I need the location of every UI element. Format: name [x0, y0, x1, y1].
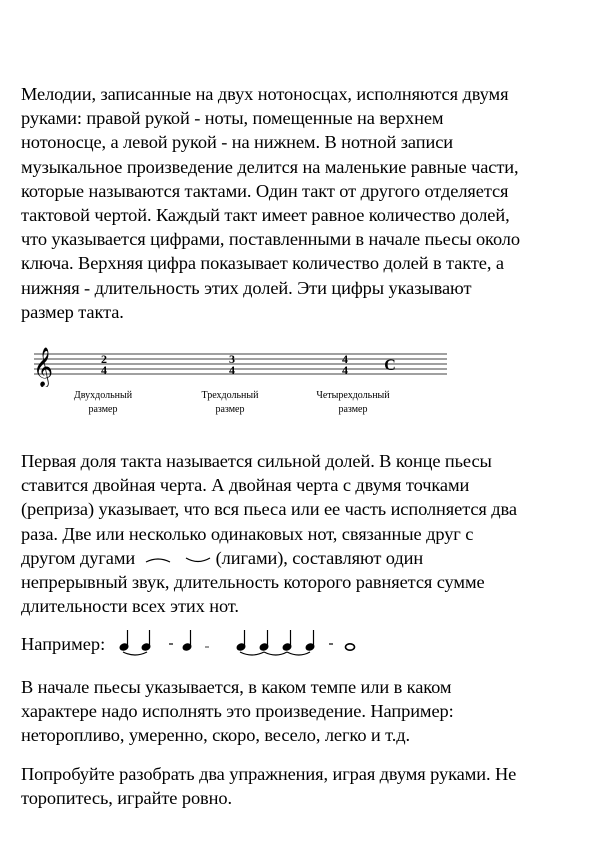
text-line: раза. Две или несколько одинаковых нот, связанные друг с	[21, 523, 474, 544]
text-line: торопитесь, играйте ровно.	[21, 788, 232, 809]
text-line: ключа. Верхняя цифра показывает количество долей в такте, а	[21, 253, 504, 274]
text-line: тактовой чертой. Каждый такт имеет равное количество долей,	[21, 205, 510, 226]
text-line: нижняя - длительность этих долей. Эти цифры указывают	[21, 277, 472, 298]
strong-beat-paragraph	[21, 449, 581, 618]
text-line: которые называются тактами. Один такт от другого отделяется	[21, 180, 509, 201]
meter-2-top: 3	[229, 352, 235, 366]
common-time-symbol: C	[384, 357, 396, 374]
text-line: музыкальное произведение делится на маленькие равные части,	[21, 156, 519, 177]
meter-1-top: 2	[101, 352, 107, 366]
text-line: непрерывный звук, длительность которого равняется сумме	[21, 572, 485, 593]
meter-label-triple: Трехдольный размер	[201, 390, 259, 415]
text-line: (реприза) указывает, что вся пьеса или ее часть исполняется два	[21, 499, 517, 520]
tie-arcs-icon	[140, 552, 216, 568]
text-line: неторопливо, умеренно, скоро, весело, легко и т.д.	[21, 725, 410, 746]
meter-1-bottom: 4	[101, 363, 107, 377]
text-line: нотоносце, а левой рукой - на нижнем. В нотной записи	[21, 132, 454, 153]
meter-3-bottom: 4	[342, 363, 348, 377]
text-line: длительности всех этих нот.	[21, 596, 239, 617]
whole-note	[346, 644, 355, 650]
music-staff	[32, 342, 452, 387]
meter-label-duple: Двухдольный размер	[73, 390, 133, 415]
text-line-with-ties: другом дугами (лигами), составляют один	[21, 547, 424, 568]
text-line: характере надо исполнять это произведение. Например:	[21, 701, 454, 722]
meter-label-quadruple: Четырехдольный размер	[316, 390, 390, 415]
text-line: ставится двойная черта. А двойная черта с двумя точками	[21, 475, 470, 496]
example-label: Например:	[21, 634, 106, 654]
exercise-paragraph	[21, 762, 581, 810]
text-line: что указывается цифрами, поставленными в начале пьесы около	[21, 229, 520, 250]
text-line: Первая доля такта называется сильной долей. В конце пьесы	[21, 451, 492, 471]
treble-clef-icon: 𝄞	[33, 347, 54, 387]
time-signature-figure	[32, 342, 452, 427]
example-row	[21, 620, 581, 660]
text-line: руками: правой рукой - ноты, помещенные на верхнем	[21, 108, 444, 129]
intro-paragraph	[21, 82, 581, 324]
meter-3-top: 4	[342, 352, 348, 366]
text-line: Попробуйте разобрать два упражнения, играя двумя руками. Не	[21, 764, 517, 784]
text-line: размер такта.	[21, 301, 124, 322]
text-line: В начале пьесы указывается, в каком темпе или в каком	[21, 677, 452, 697]
tied-notes-example	[117, 620, 467, 660]
text-line: Мелодии, записанные на двух нотоносцах, исполняются двумя	[21, 84, 509, 104]
tempo-paragraph	[21, 675, 581, 748]
meter-2-bottom: 4	[229, 363, 235, 377]
